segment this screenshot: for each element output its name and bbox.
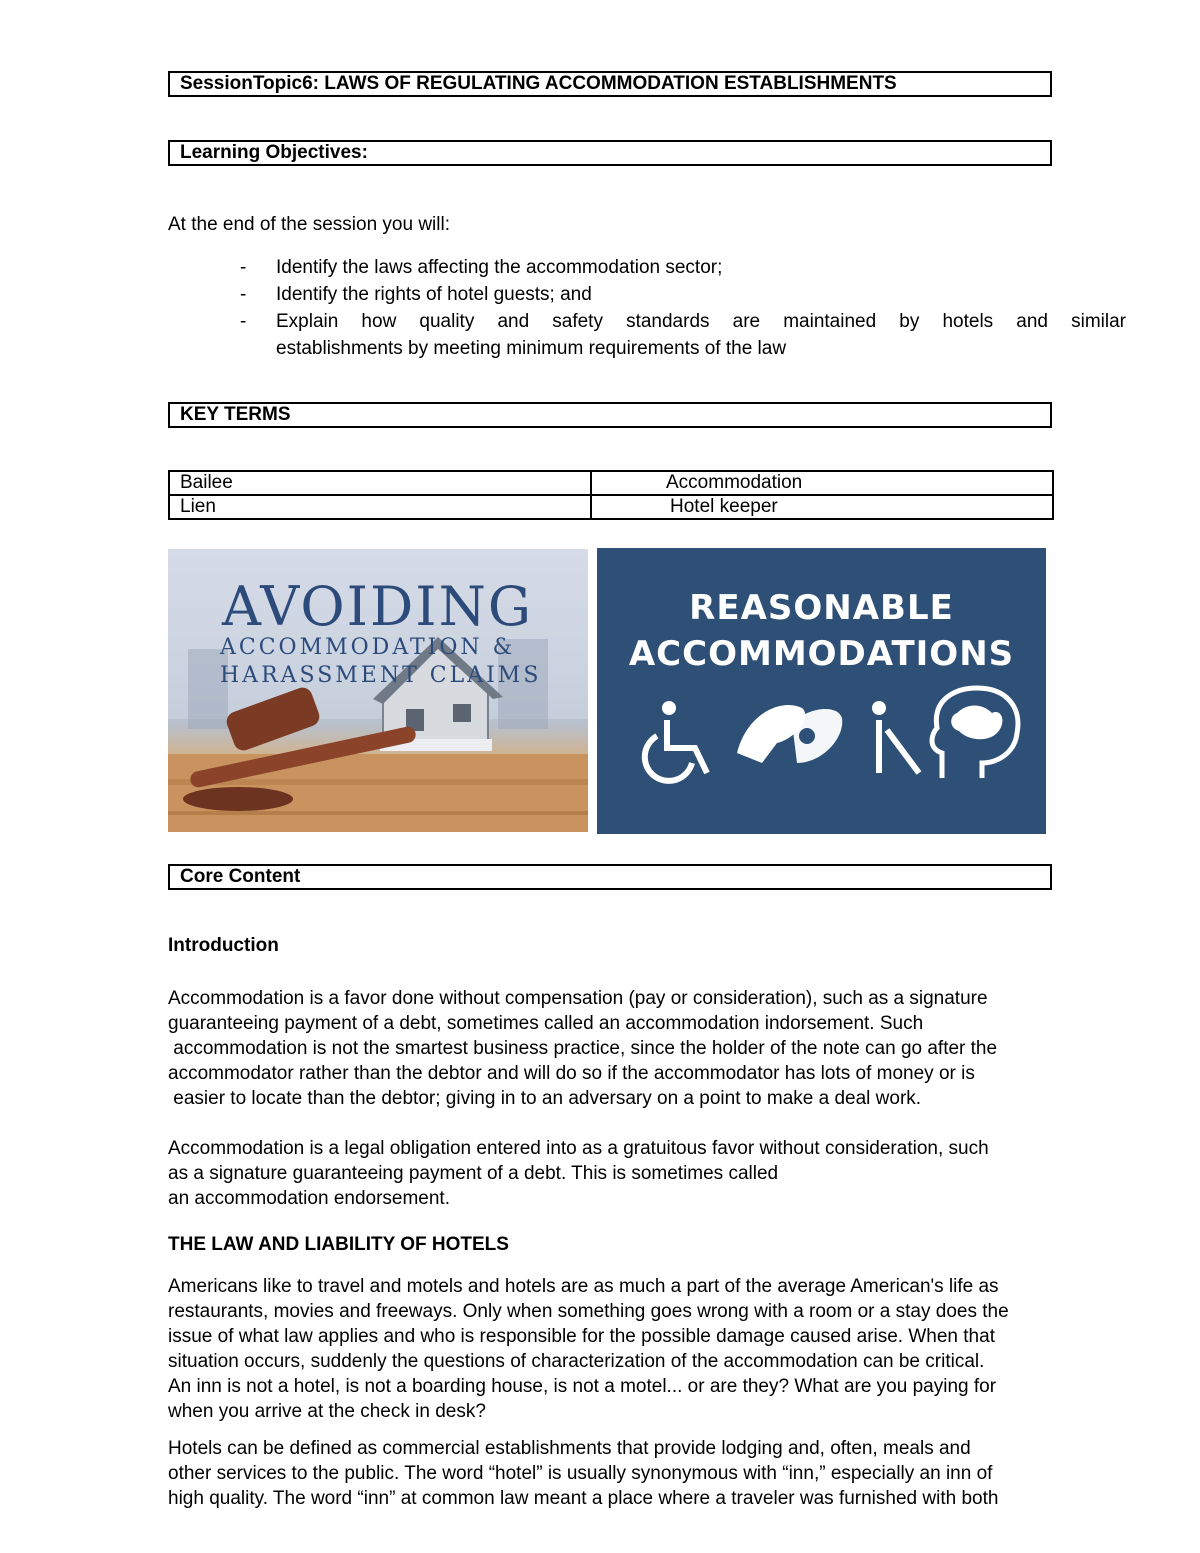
table-cell: Bailee	[169, 471, 591, 495]
sign-language-icon	[737, 705, 842, 763]
law-liability-heading: THE LAW AND LIABILITY OF HOTELS	[168, 1234, 509, 1255]
blind-cane-icon	[872, 701, 919, 773]
table-cell: Accommodation	[591, 471, 1053, 495]
intro-paragraph-1: Accommodation is a favor done without compensation (pay or consideration), such as a signature guaranteeing payment of a debt, sometimes called an accommodation indorsement. Such accommodation is not the smartest business practice, since the holder of the note can go after the accommodator rather than the debtor and will do so if the accommodator has lots of money or is easier to locate than the debtor; giving in to an adversary on a point to make a deal work.	[168, 988, 998, 1109]
session-topic-title: SessionTopic6: LAWS OF REGULATING ACCOMMODATION ESTABLISHMENTS	[180, 73, 897, 94]
table-row	[169, 495, 1053, 519]
brain-icon	[932, 688, 1018, 778]
introduction-heading: Introduction	[168, 935, 279, 956]
avoiding-claims-image	[168, 549, 588, 832]
list-item: - Identify the laws affecting the accommodation sector;	[236, 254, 1126, 281]
core-content-box	[168, 864, 1052, 890]
table-cell: Lien	[169, 495, 591, 519]
image-title: REASONABLE	[689, 588, 954, 628]
objectives-intro: At the end of the session you will:	[168, 214, 450, 235]
core-content-heading: Core Content	[180, 866, 301, 887]
objectives-list	[236, 254, 1126, 362]
key-terms-heading: KEY TERMS	[180, 404, 291, 425]
image-title: ACCOMMODATIONS	[628, 634, 1015, 674]
session-topic-box	[168, 71, 1052, 97]
key-terms-box	[168, 402, 1052, 428]
list-item: - Identify the rights of hotel guests; and	[236, 281, 1126, 308]
law-paragraph-1: Americans like to travel and motels and hotels are as much a part of the average American's life as restaurants, movies and freeways. Only when something goes wrong with a room or a stay does the issue of what law applies and who is responsible for the possible damage caused arise. When that situation occurs, suddenly the questions of characterization of the accommodation can be critical. An inn is not a hotel, is not a boarding house, is not a motel... or are they? What are you paying for when you arrive at the check in desk?	[168, 1276, 1009, 1422]
image-subtitle: HARASSMENT CLAIMS	[220, 663, 542, 688]
wheelchair-icon	[645, 701, 707, 781]
reasonable-accommodations-image	[597, 548, 1046, 834]
table-row	[169, 471, 1053, 495]
key-terms-table	[168, 470, 1054, 520]
image-subtitle: ACCOMMODATION &	[220, 635, 516, 660]
learning-objectives-box	[168, 140, 1052, 166]
table-cell: Hotel keeper	[591, 495, 1053, 519]
learning-objectives-heading: Learning Objectives:	[180, 142, 368, 163]
intro-paragraph-2: Accommodation is a legal obligation entered into as a gratuitous favor without consideration, such as a signature guaranteeing payment of a debt. This is sometimes called an accommodation endorsement.	[168, 1138, 989, 1209]
list-item: - Explain how quality and safety standards are maintained by hotels and similar establishments by meeting minimum requirements of the law	[236, 308, 1126, 362]
law-paragraph-2: Hotels can be defined as commercial establishments that provide lodging and, often, meals and other services to the public. The word “hotel” is usually synonymous with “inn,” especially an inn of high quality. The word “inn” at common law meant a place where a traveler was furnished with both	[168, 1438, 999, 1509]
image-title: AVOIDING	[222, 575, 533, 638]
